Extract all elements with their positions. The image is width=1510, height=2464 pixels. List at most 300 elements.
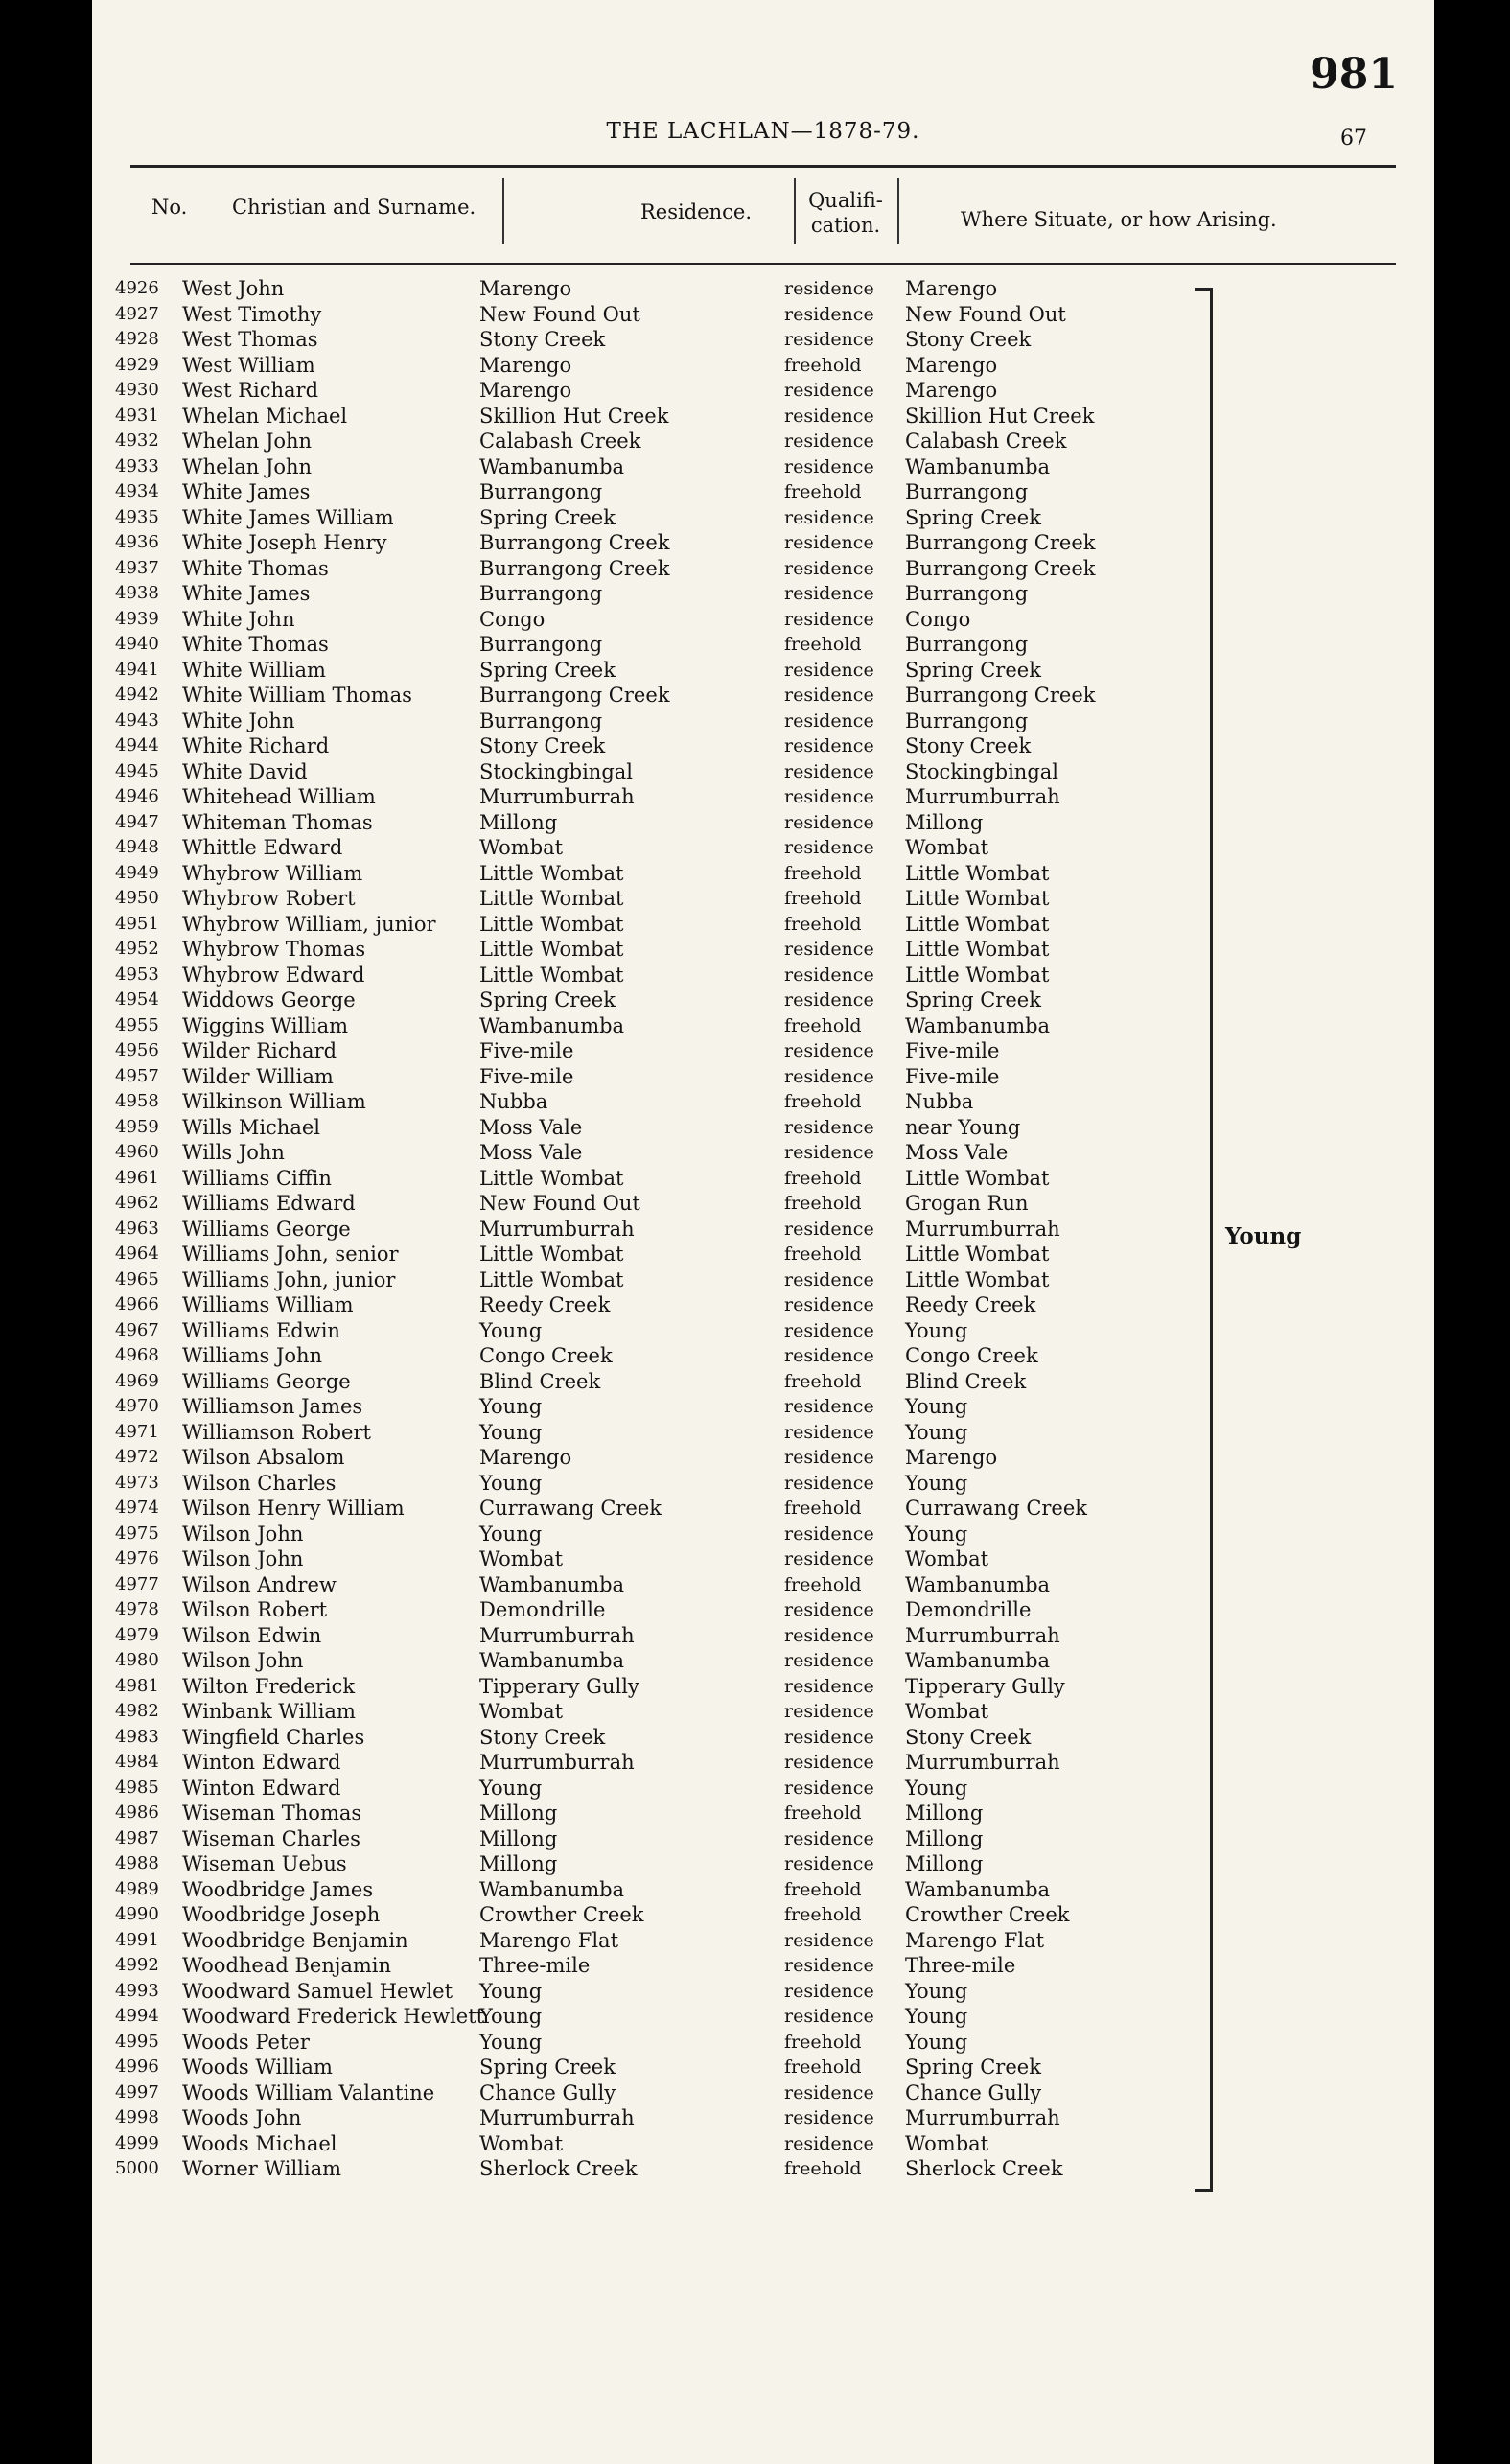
voter-qualification: residence <box>784 1650 874 1671</box>
voter-residence: Young <box>479 1776 543 1800</box>
voter-name: Wills Michael <box>182 1115 320 1139</box>
voter-residence: Little Wombat <box>479 887 624 910</box>
table-row <box>92 556 1434 582</box>
page-title: THE LACHLAN—1878-79. <box>606 119 920 144</box>
voter-where-situate: Stony Creek <box>905 328 1032 351</box>
voter-where-situate: Young <box>905 1979 968 2003</box>
voter-residence: Young <box>479 1395 543 1418</box>
voter-number: 4967 <box>115 1319 159 1340</box>
voter-where-situate: Skillion Hut Creek <box>905 404 1095 428</box>
voter-residence: Spring Creek <box>479 658 616 682</box>
table-row <box>92 810 1434 836</box>
voter-number: 4934 <box>115 481 159 501</box>
voter-name: White Joseph Henry <box>182 531 387 554</box>
voter-residence: Little Wombat <box>479 938 624 961</box>
voter-name: Wingfield Charles <box>182 1725 365 1749</box>
voter-residence: Young <box>479 1979 543 2003</box>
voter-name: Woods Michael <box>182 2131 337 2155</box>
voter-name: White David <box>182 759 308 783</box>
voter-qualification: residence <box>784 1777 874 1799</box>
voter-name: Wilder William <box>182 1064 334 1088</box>
voter-qualification: freehold <box>784 1014 862 1036</box>
voter-where-situate: Little Wombat <box>905 861 1050 885</box>
table-row <box>92 1013 1434 1039</box>
voter-name: Wiseman Uebus <box>182 1852 347 1875</box>
voter-qualification: residence <box>784 405 874 427</box>
voter-qualification: residence <box>784 1701 874 1722</box>
voter-qualification: residence <box>784 430 874 452</box>
voter-qualification: residence <box>784 811 874 833</box>
voter-qualification: residence <box>784 532 874 553</box>
voter-where-situate: Marengo <box>905 353 998 377</box>
voter-qualification: freehold <box>784 2031 862 2053</box>
voter-where-situate: Young <box>905 2030 968 2054</box>
voter-qualification: residence <box>784 1268 874 1290</box>
header-top-rule <box>130 165 1396 168</box>
voter-qualification: residence <box>784 1116 874 1138</box>
voter-number: 4990 <box>115 1904 159 1924</box>
voter-number: 4950 <box>115 888 159 908</box>
voter-where-situate: Marengo Flat <box>905 1928 1045 1952</box>
voter-residence: Burrangong <box>479 709 603 732</box>
voter-name: Wilkinson William <box>182 1090 366 1113</box>
voter-where-situate: Little Wombat <box>905 912 1050 936</box>
voter-number: 4970 <box>115 1396 159 1416</box>
voter-residence: Five-mile <box>479 1064 574 1088</box>
voter-name: Williams George <box>182 1217 351 1241</box>
table-row <box>92 886 1434 912</box>
table-row <box>92 1292 1434 1318</box>
voter-residence: Reedy Creek <box>479 1293 611 1316</box>
voter-where-situate: Little Wombat <box>905 1166 1050 1190</box>
voter-residence: Millong <box>479 1826 558 1850</box>
voter-name: West William <box>182 353 315 377</box>
voter-number: 4966 <box>115 1294 159 1314</box>
voter-residence: Murrumburrah <box>479 1623 635 1647</box>
voter-number: 4935 <box>115 506 159 527</box>
table-row <box>92 1318 1434 1344</box>
voter-where-situate: Burrangong Creek <box>905 684 1096 707</box>
voter-residence: Wambanumba <box>479 1013 625 1037</box>
voter-qualification: freehold <box>784 2158 862 2179</box>
stamp-number: 981 <box>1310 50 1398 99</box>
voter-residence: Marengo <box>479 353 572 377</box>
table-row <box>92 1699 1434 1725</box>
voter-residence: Stony Creek <box>479 328 606 351</box>
voter-name: Whelan Michael <box>182 404 348 428</box>
table-row <box>92 2131 1434 2157</box>
voter-qualification: residence <box>784 1599 874 1620</box>
voter-where-situate: Marengo <box>905 277 998 300</box>
voter-name: Wilson John <box>182 1522 304 1546</box>
voter-number: 4962 <box>115 1193 159 1213</box>
voter-number: 4991 <box>115 1929 159 1950</box>
table-row <box>92 988 1434 1013</box>
voter-name: Williams John, senior <box>182 1243 399 1266</box>
voter-where-situate: Young <box>905 1776 968 1800</box>
voter-name: Wilton Frederick <box>182 1674 356 1698</box>
table-row <box>92 404 1434 430</box>
voter-name: Whelan John <box>182 430 313 453</box>
voter-qualification: residence <box>784 1345 874 1366</box>
voter-name: Williams William <box>182 1293 354 1316</box>
voter-name: Wilson Andrew <box>182 1572 337 1596</box>
voter-residence: Stockingbingal <box>479 759 634 783</box>
voter-qualification: residence <box>784 685 874 706</box>
voter-qualification: freehold <box>784 1193 862 1214</box>
voter-qualification: freehold <box>784 913 862 935</box>
voter-where-situate: Young <box>905 1471 968 1495</box>
voter-residence: Congo <box>479 607 546 631</box>
voter-qualification: residence <box>784 1675 874 1697</box>
voter-where-situate: Tipperary Gully <box>905 1674 1065 1698</box>
voter-where-situate: Little Wombat <box>905 938 1050 961</box>
voter-number: 4975 <box>115 1523 159 1544</box>
table-row <box>92 963 1434 988</box>
voter-number: 4932 <box>115 430 159 451</box>
header-divider <box>897 178 899 244</box>
voter-residence: Wombat <box>479 836 564 859</box>
voter-number: 4954 <box>115 989 159 1010</box>
voter-residence: Young <box>479 2005 543 2028</box>
table-row <box>92 1674 1434 1700</box>
header-where: Where Situate, or how Arising. <box>961 208 1277 231</box>
table-row <box>92 1191 1434 1217</box>
voter-number: 4926 <box>115 278 159 298</box>
voter-number: 4982 <box>115 1701 159 1721</box>
voter-residence: Marengo <box>479 379 572 402</box>
voter-qualification: residence <box>784 735 874 756</box>
voter-number: 4968 <box>115 1345 159 1365</box>
voter-where-situate: Wambanumba <box>905 1877 1051 1901</box>
voter-qualification: residence <box>784 1955 874 1976</box>
voter-qualification: residence <box>784 837 874 858</box>
voter-name: Whelan John <box>182 454 313 478</box>
voter-where-situate: New Found Out <box>905 302 1066 326</box>
voter-qualification: residence <box>784 659 874 681</box>
voter-where-situate: Burrangong <box>905 582 1029 605</box>
voter-where-situate: Spring Creek <box>905 2056 1041 2079</box>
document-page <box>92 0 1434 2464</box>
voter-residence: Millong <box>479 1802 558 1825</box>
header-qualification: Qualifi- cation. <box>808 189 883 237</box>
voter-name: Williamson James <box>182 1395 363 1418</box>
voter-residence: Little Wombat <box>479 963 624 987</box>
voter-name: Whybrow Edward <box>182 963 365 987</box>
voter-number: 4985 <box>115 1777 159 1798</box>
voter-where-situate: Murrumburrah <box>905 1751 1060 1774</box>
voter-qualification: residence <box>784 2081 874 2104</box>
voter-residence: Young <box>479 1522 543 1546</box>
table-row <box>92 1038 1434 1064</box>
voter-residence: Little Wombat <box>479 1243 624 1266</box>
voter-qualification: residence <box>784 760 874 782</box>
voter-qualification: residence <box>784 1065 874 1087</box>
voter-where-situate: Congo <box>905 607 971 631</box>
voter-residence: Skillion Hut Creek <box>479 404 669 428</box>
voter-name: Woodbridge Joseph <box>182 1903 381 1926</box>
voter-where-situate: Three-mile <box>905 1954 1016 1977</box>
voter-number: 5000 <box>115 2158 159 2178</box>
voter-qualification: freehold <box>784 354 862 376</box>
voter-number: 4955 <box>115 1014 159 1035</box>
voter-number: 4972 <box>115 1447 159 1467</box>
voter-where-situate: Burrangong <box>905 709 1029 732</box>
voter-number: 4956 <box>115 1040 159 1060</box>
voter-number: 4948 <box>115 837 159 857</box>
table-row <box>92 1826 1434 1852</box>
voter-where-situate: near Young <box>905 1115 1021 1139</box>
voter-qualification: residence <box>784 1853 874 1874</box>
voter-number: 4958 <box>115 1091 159 1111</box>
voter-where-situate: Grogan Run <box>905 1192 1029 1215</box>
voter-name: Wilson Robert <box>182 1598 328 1621</box>
voter-number: 4927 <box>115 303 159 324</box>
voter-residence: Burrangong Creek <box>479 556 670 580</box>
voter-where-situate: Murrumburrah <box>905 1217 1060 1241</box>
voter-name: Wilson Charles <box>182 1471 337 1495</box>
voter-residence: Blind Creek <box>479 1369 601 1393</box>
voter-where-situate: Calabash Creek <box>905 430 1067 453</box>
voter-qualification: freehold <box>784 1904 862 1925</box>
voter-name: Williams Edward <box>182 1192 356 1215</box>
voter-name: Wilder Richard <box>182 1039 337 1062</box>
voter-qualification: residence <box>784 608 874 630</box>
voter-residence: Three-mile <box>479 1954 591 1977</box>
voter-where-situate: Sherlock Creek <box>905 2157 1063 2180</box>
voter-qualification: residence <box>784 583 874 604</box>
voter-number: 4941 <box>115 659 159 680</box>
voter-number: 4946 <box>115 786 159 806</box>
voter-where-situate: Little Wombat <box>905 963 1050 987</box>
voter-number: 4940 <box>115 634 159 654</box>
voter-number: 4952 <box>115 939 159 959</box>
voter-name: Whiteman Thomas <box>182 810 373 834</box>
table-row <box>92 1750 1434 1776</box>
voter-qualification: residence <box>784 1294 874 1315</box>
voter-qualification: residence <box>784 1726 874 1748</box>
voter-residence: Tipperary Gully <box>479 1674 639 1698</box>
table-row <box>92 276 1434 302</box>
voter-name: West Thomas <box>182 328 318 351</box>
voter-residence: Wambanumba <box>479 454 625 478</box>
voter-number: 4963 <box>115 1218 159 1239</box>
voter-where-situate: Murrumburrah <box>905 2106 1060 2129</box>
voter-qualification: residence <box>784 506 874 528</box>
table-row <box>92 429 1434 454</box>
voter-residence: Burrangong Creek <box>479 684 670 707</box>
voter-qualification: freehold <box>784 1244 862 1265</box>
voter-number: 4942 <box>115 685 159 705</box>
voter-name: Williamson Robert <box>182 1420 371 1444</box>
voter-number: 4996 <box>115 2057 159 2077</box>
voter-qualification: residence <box>784 1142 874 1163</box>
voter-number: 4988 <box>115 1853 159 1873</box>
voter-number: 4964 <box>115 1244 159 1264</box>
table-row <box>92 2105 1434 2131</box>
voter-where-situate: Little Wombat <box>905 1267 1050 1291</box>
table-row <box>92 1776 1434 1802</box>
voter-qualification: residence <box>784 939 874 960</box>
voter-where-situate: Currawang Creek <box>905 1497 1088 1520</box>
voter-qualification: residence <box>784 989 874 1011</box>
header-residence: Residence. <box>640 200 752 223</box>
voter-number: 4933 <box>115 455 159 477</box>
voter-name: Wilson John <box>182 1547 304 1570</box>
voter-residence: Murrumburrah <box>479 1751 635 1774</box>
voter-where-situate: Stockingbingal <box>905 759 1059 783</box>
voter-residence: Stony Creek <box>479 1725 606 1749</box>
voter-number: 4936 <box>115 532 159 552</box>
table-row <box>92 1902 1434 1928</box>
voter-residence: Wambanumba <box>479 1649 625 1672</box>
voter-name: Woodward Samuel Hewlet <box>182 1979 453 2003</box>
voter-number: 4953 <box>115 964 159 985</box>
voter-where-situate: Little Wombat <box>905 1243 1050 1266</box>
voter-qualification: residence <box>784 1040 874 1061</box>
voter-qualification: residence <box>784 1319 874 1341</box>
voter-residence: Murrumburrah <box>479 785 635 808</box>
voter-number: 4960 <box>115 1142 159 1162</box>
voter-where-situate: Wambanumba <box>905 1572 1051 1596</box>
voter-where-situate: Wambanumba <box>905 1649 1051 1672</box>
voter-number: 4977 <box>115 1573 159 1594</box>
voter-where-situate: Millong <box>905 1852 984 1875</box>
table-row <box>92 1877 1434 1903</box>
district-bracket <box>1195 288 1213 2192</box>
voter-name: West Richard <box>182 379 319 402</box>
table-row <box>92 759 1434 785</box>
voter-qualification: freehold <box>784 2057 862 2078</box>
voter-residence: Burrangong Creek <box>479 531 670 554</box>
voter-where-situate: Spring Creek <box>905 658 1041 682</box>
header-name: Christian and Surname. <box>232 196 476 219</box>
voter-residence: Young <box>479 1318 543 1342</box>
voter-number: 4973 <box>115 1472 159 1493</box>
table-row <box>92 1953 1434 1979</box>
voter-where-situate: Marengo <box>905 1446 998 1469</box>
voter-where-situate: Young <box>905 1395 968 1418</box>
table-row <box>92 479 1434 505</box>
voter-where-situate: Young <box>905 1522 968 1546</box>
voter-qualification: residence <box>784 786 874 807</box>
voter-residence: Young <box>479 2030 543 2054</box>
voter-qualification: residence <box>784 1624 874 1646</box>
table-row <box>92 683 1434 709</box>
voter-residence: Congo Creek <box>479 1344 613 1367</box>
voter-qualification: freehold <box>784 1802 862 1824</box>
voter-number: 4957 <box>115 1065 159 1086</box>
voter-name: Woods John <box>182 2106 302 2129</box>
voter-name: Wilson Absalom <box>182 1446 345 1469</box>
voter-where-situate: Marengo <box>905 379 998 402</box>
voter-number: 4978 <box>115 1599 159 1619</box>
voter-name: White James William <box>182 505 394 529</box>
voter-name: Whybrow William <box>182 861 363 885</box>
voter-residence: Millong <box>479 810 558 834</box>
voter-where-situate: Wambanumba <box>905 454 1051 478</box>
voter-where-situate: Congo Creek <box>905 1344 1038 1367</box>
table-row <box>92 1725 1434 1751</box>
voter-residence: Marengo Flat <box>479 1928 619 1952</box>
voter-qualification: residence <box>784 455 874 477</box>
table-row <box>92 378 1434 404</box>
voter-name: Wilson Edwin <box>182 1623 322 1647</box>
voter-name: Winton Edward <box>182 1776 341 1800</box>
voter-qualification: residence <box>784 964 874 986</box>
voter-residence: Stony Creek <box>479 734 606 757</box>
voter-where-situate: Stony Creek <box>905 1725 1032 1749</box>
voter-residence: Burrangong <box>479 633 603 656</box>
voter-number: 4987 <box>115 1827 159 1848</box>
voter-residence: Little Wombat <box>479 1267 624 1291</box>
voter-residence: Wombat <box>479 1547 564 1570</box>
voter-qualification: residence <box>784 2006 874 2027</box>
table-row <box>92 1343 1434 1369</box>
voter-name: Whittle Edward <box>182 836 343 859</box>
table-row <box>92 784 1434 810</box>
table-row <box>92 1623 1434 1649</box>
voter-number: 4930 <box>115 380 159 400</box>
voter-name: Williams George <box>182 1369 351 1393</box>
table-row <box>92 1267 1434 1293</box>
voter-name: Williams Edwin <box>182 1318 340 1342</box>
voter-qualification: residence <box>784 1396 874 1417</box>
voter-name: Williams Ciffin <box>182 1166 332 1190</box>
table-row <box>92 1496 1434 1522</box>
voter-where-situate: Burrangong <box>905 480 1029 503</box>
voter-where-situate: Little Wombat <box>905 887 1050 910</box>
voter-qualification: residence <box>784 1447 874 1468</box>
voter-name: Woodward Frederick Hewlett <box>182 2005 485 2028</box>
voter-residence: Murrumburrah <box>479 1217 635 1241</box>
header-no: No. <box>151 196 188 219</box>
voter-qualification: residence <box>784 2132 874 2154</box>
voter-number: 4939 <box>115 608 159 629</box>
voter-residence: Sherlock Creek <box>479 2157 638 2180</box>
table-row <box>92 861 1434 887</box>
table-row <box>92 2156 1434 2182</box>
voter-name: Williams John <box>182 1344 323 1367</box>
table-row <box>92 1572 1434 1598</box>
table-row <box>92 530 1434 556</box>
table-row <box>92 1851 1434 1877</box>
voter-qualification: freehold <box>784 1370 862 1392</box>
voter-name: Woodbridge Benjamin <box>182 1928 408 1952</box>
voter-number: 4984 <box>115 1752 159 1772</box>
voter-name: Wilson Henry William <box>182 1497 405 1520</box>
voter-number: 4969 <box>115 1370 159 1391</box>
table-row <box>92 1648 1434 1674</box>
voter-residence: Young <box>479 1420 543 1444</box>
voter-number: 4951 <box>115 913 159 934</box>
table-row <box>92 835 1434 861</box>
voter-residence: Marengo <box>479 277 572 300</box>
voter-residence: Five-mile <box>479 1039 574 1062</box>
voter-qualification: residence <box>784 1929 874 1951</box>
voter-where-situate: Moss Vale <box>905 1141 1009 1164</box>
voter-residence: Spring Creek <box>479 2056 616 2079</box>
table-row <box>92 1394 1434 1420</box>
voter-qualification: residence <box>784 557 874 579</box>
table-row <box>92 1089 1434 1115</box>
table-row <box>92 632 1434 658</box>
voter-number: 4979 <box>115 1624 159 1645</box>
voter-qualification: freehold <box>784 888 862 909</box>
voter-number: 4929 <box>115 354 159 375</box>
voter-name: Woods William <box>182 2056 333 2079</box>
voter-residence: Crowther Creek <box>479 1903 644 1926</box>
